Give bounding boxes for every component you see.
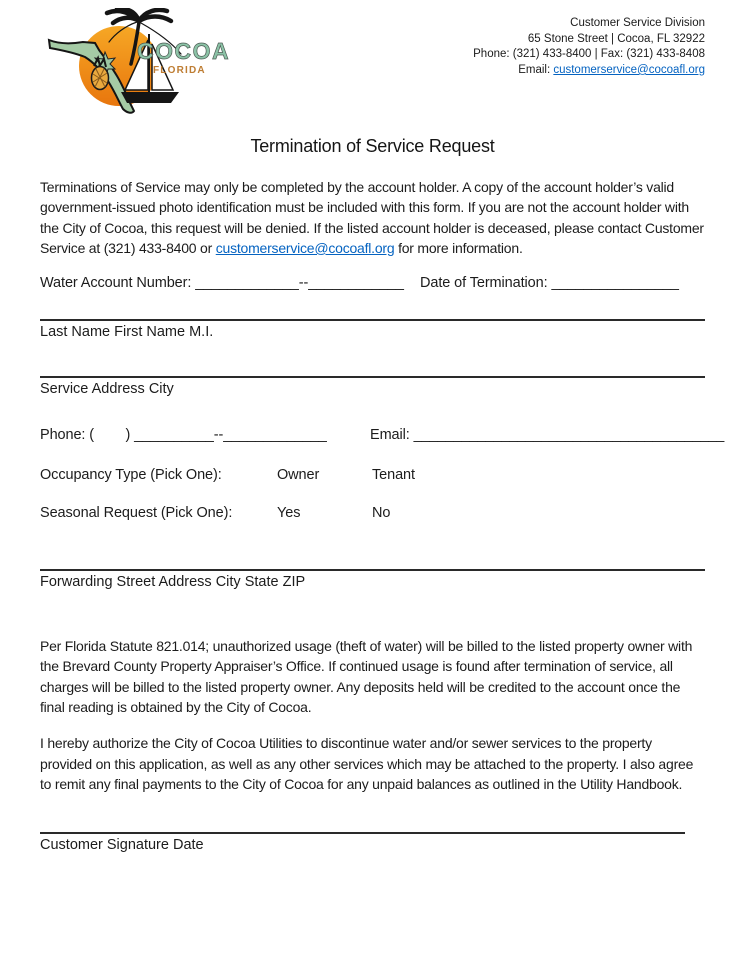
form-title: Termination of Service Request <box>250 136 495 156</box>
occupancy-owner-option[interactable]: Owner <box>277 467 320 484</box>
customer-signature-label: Customer Signature <box>40 837 169 854</box>
termination-date-blank[interactable]: ________________ <box>551 275 679 292</box>
mi-label: M.I. <box>189 324 214 341</box>
seasonal-row <box>40 505 705 525</box>
email-blank[interactable]: _______________________________________ <box>413 427 725 444</box>
water-account-field[interactable] <box>40 275 404 291</box>
contact-block <box>473 8 705 79</box>
forwarding-zip-label: ZIP <box>282 574 306 591</box>
contact-email-row <box>473 63 705 79</box>
intro-text-after: for more information. <box>394 239 523 256</box>
service-address-labels <box>40 381 705 401</box>
logo-wordmark: COCOA <box>137 38 230 64</box>
contact-address: 65 Stone Street | Cocoa, FL 32922 <box>527 32 705 45</box>
service-city-label: City <box>148 381 174 398</box>
signature-labels <box>40 837 705 857</box>
statute-paragraph: Per Florida Statute 821.014; unauthorized usage (theft of water) will be billed to the listed property owner with the Brevard County Property Appraiser’s Office. If continued usage is found after termination of service, all charges will be billed to the listed property owner. Any deposits held will be credited to the account once the final reading is obtained by the City of Cocoa. <box>40 638 693 716</box>
email-field[interactable] <box>370 427 724 443</box>
forwarding-city-label: City <box>215 574 241 591</box>
cocoa-logo-icon <box>40 8 230 116</box>
seasonal-label: Seasonal Request (Pick One): <box>40 505 233 522</box>
account-row <box>40 275 705 295</box>
intro-text-before: Terminations of Service may only be completed by the account holder. A copy of the account holder’s valid government-issued photo identification must be included with this form. If you are not the account holder with the City of Cocoa, this request will be denied. If the listed account holder is deceased, please contact Customer Service at (321) 433-8400 or <box>40 179 704 256</box>
seasonal-no-option[interactable]: No <box>372 505 391 522</box>
authorization-paragraph: I hereby authorize the City of Cocoa Utilities to discontinue water and/or sewer services to the property provided on this application, as well as any other services which may be attached to the property. I also agree to remit any final payments to the City of Cocoa for any unpaid balances as outlined in the Utility Handbook. <box>40 735 694 792</box>
occupancy-tenant-option[interactable]: Tenant <box>372 467 415 484</box>
contact-phone-fax: Phone: (321) 433-8400 | Fax: (321) 433-8408 <box>473 48 705 61</box>
service-address-line[interactable] <box>40 376 705 378</box>
occupancy-row <box>40 467 705 487</box>
termination-date-field[interactable] <box>420 275 679 291</box>
phone-field[interactable] <box>40 427 327 443</box>
water-account-blank[interactable]: _____________--____________ <box>195 275 404 292</box>
phone-label: Phone: ( ) <box>40 427 135 444</box>
email-label: Email: <box>370 427 414 444</box>
header <box>40 8 705 122</box>
seasonal-yes-option[interactable]: Yes <box>277 505 301 522</box>
forwarding-address-line[interactable] <box>40 569 705 571</box>
forwarding-state-label: State <box>244 574 279 591</box>
intro-email-link[interactable]: customerservice@cocoafl.org <box>215 239 395 256</box>
date-label: Date <box>172 837 204 854</box>
forwarding-address-label: Forwarding Street Address <box>40 574 212 591</box>
logo-subtitle: FLORIDA <box>153 65 206 76</box>
signature-line[interactable] <box>40 832 685 834</box>
phone-email-row <box>40 427 725 447</box>
intro-paragraph <box>40 177 705 258</box>
cocoa-city-logo <box>40 8 230 116</box>
contact-email-link[interactable]: customerservice@cocoafl.org <box>553 63 705 76</box>
phone-blank[interactable]: __________--_____________ <box>134 427 327 444</box>
first-name-label: First Name <box>114 324 186 341</box>
termination-date-label: Date of Termination: <box>420 275 552 292</box>
contact-email-label: Email: <box>518 63 554 76</box>
name-line[interactable] <box>40 319 705 321</box>
forwarding-labels <box>40 574 705 594</box>
water-account-label: Water Account Number: <box>40 275 196 292</box>
service-address-label: Service Address <box>40 381 145 398</box>
contact-division: Customer Service Division <box>570 17 705 29</box>
name-labels <box>40 324 705 344</box>
occupancy-label: Occupancy Type (Pick One): <box>40 467 222 484</box>
last-name-label: Last Name <box>40 324 111 341</box>
